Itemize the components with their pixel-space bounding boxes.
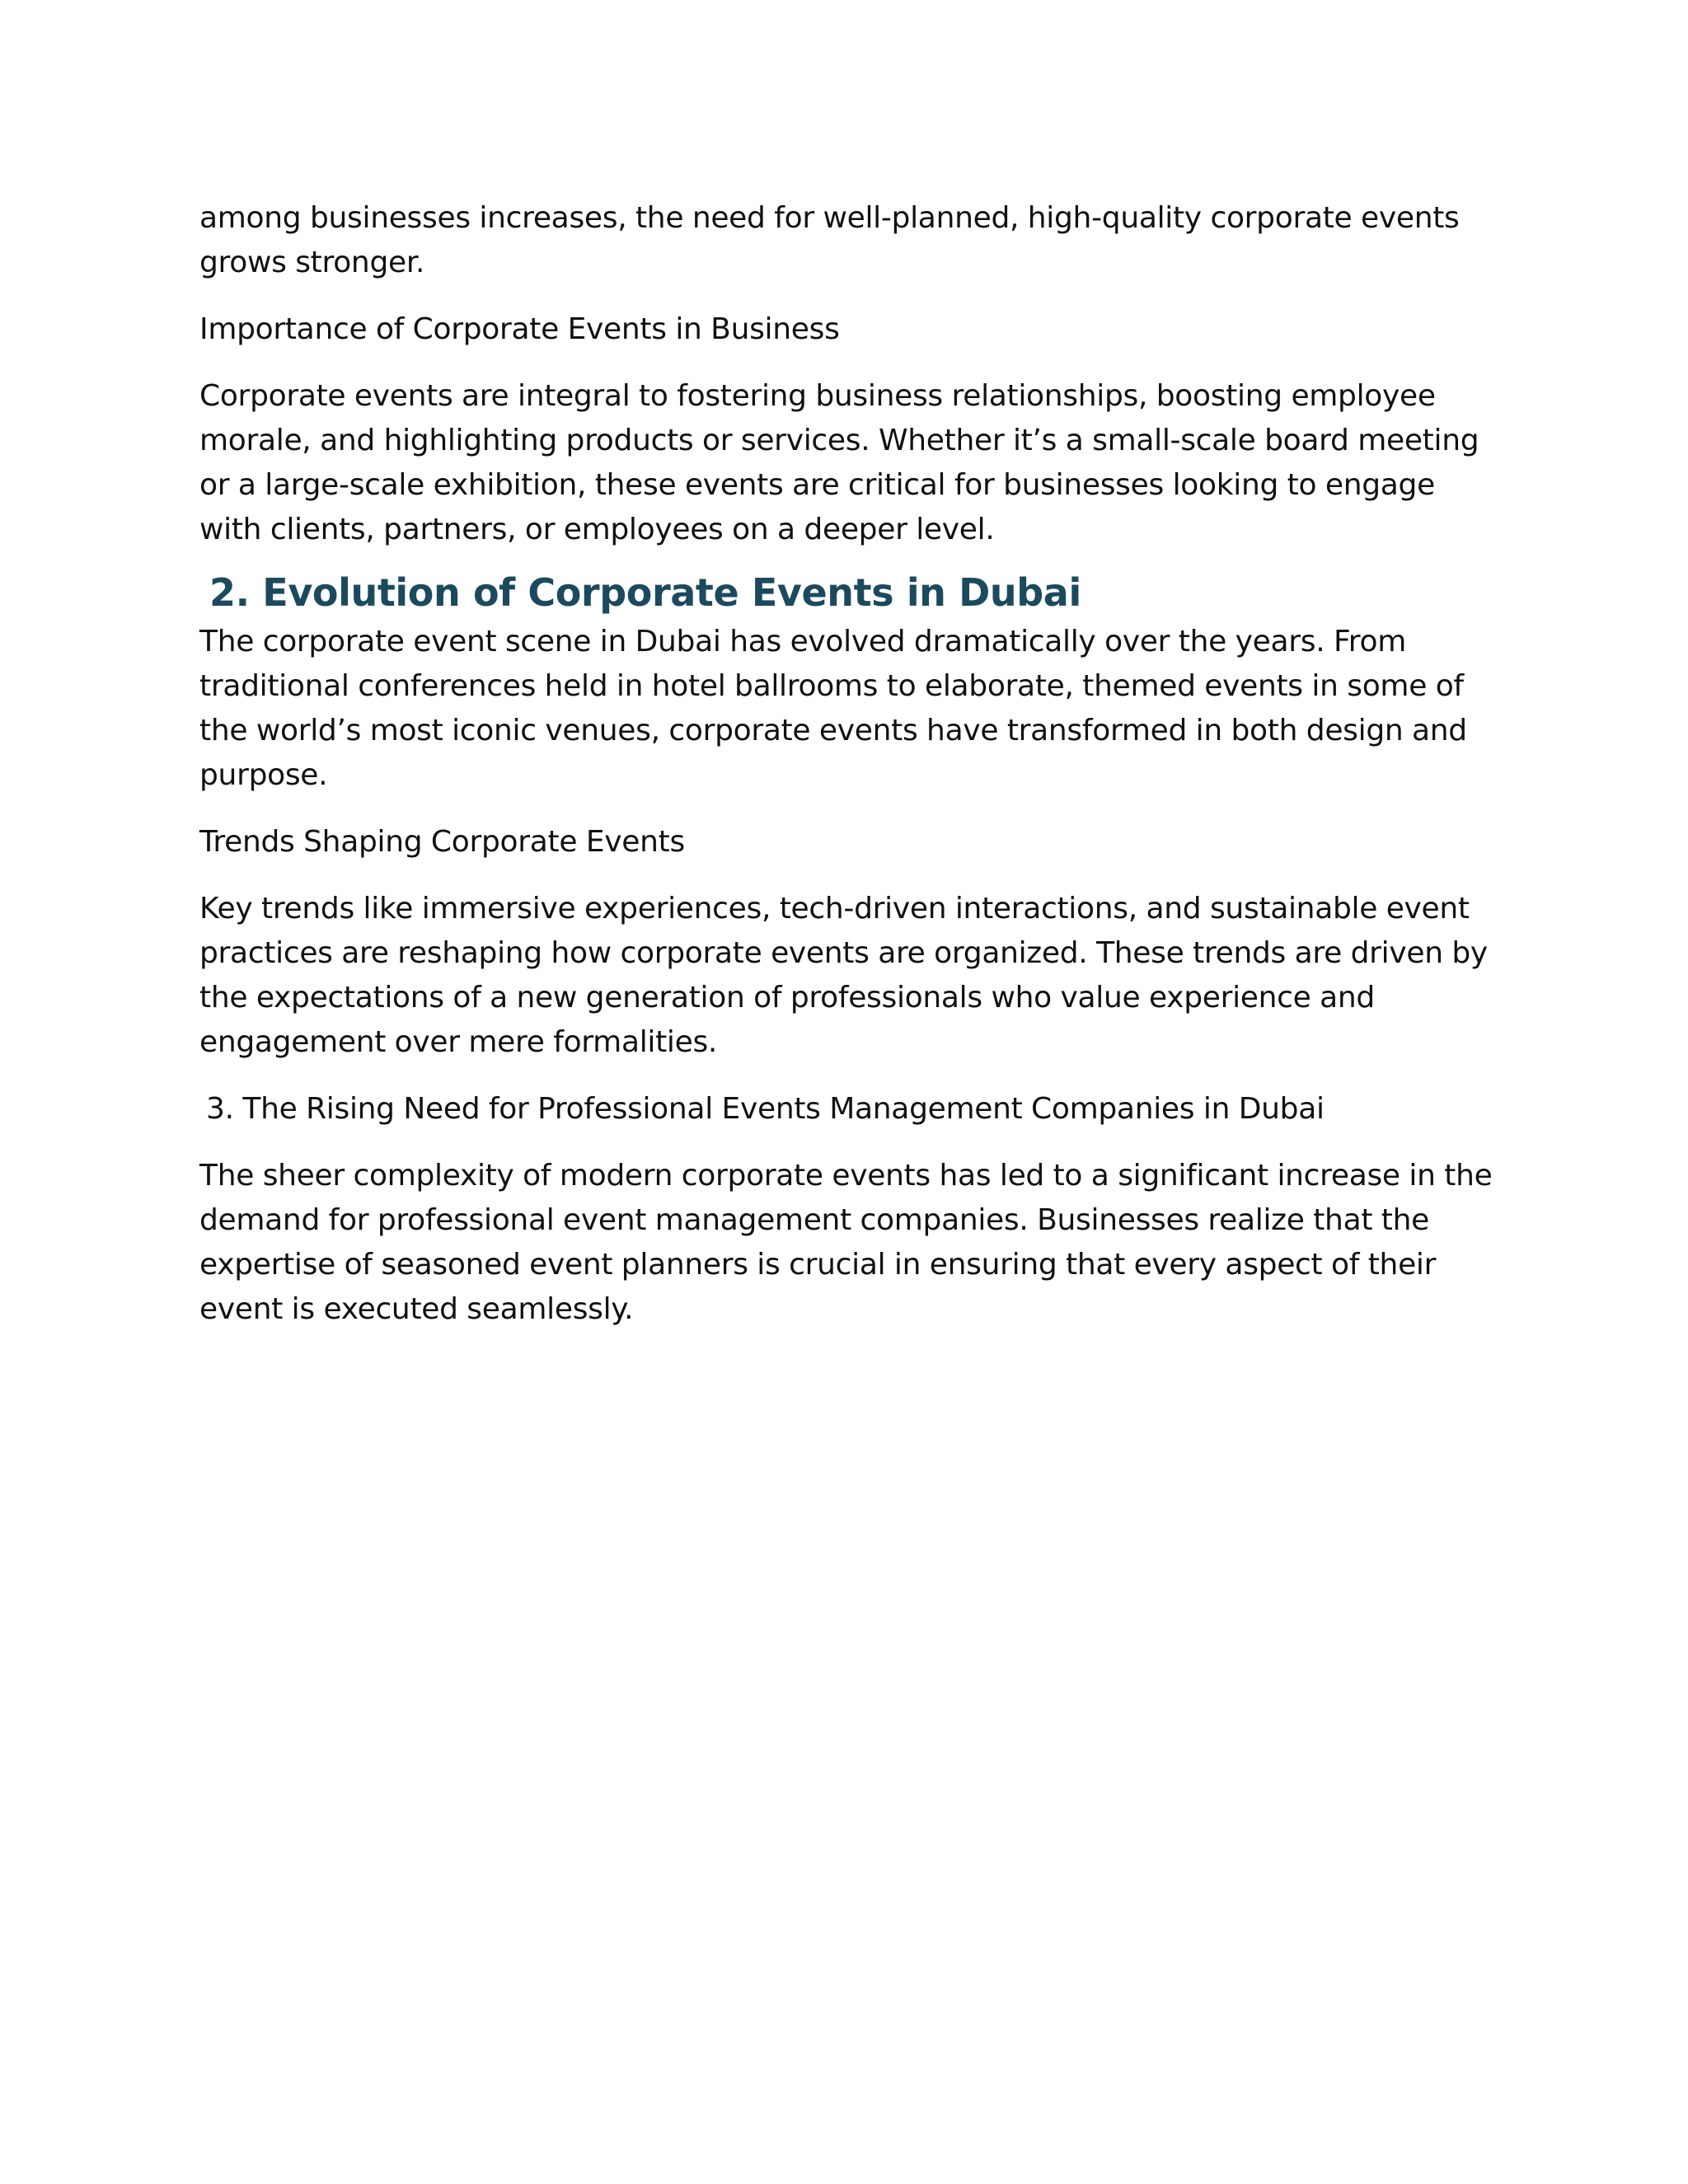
spacer xyxy=(199,1132,1493,1154)
spacer xyxy=(199,352,1493,374)
heading-evolution: 2. Evolution of Corporate Events in Dubai xyxy=(209,570,1081,615)
paragraph-evolution: The corporate event scene in Dubai has evolved dramatically over the years. From traditional conferences held in hotel ballrooms to elaborate, themed events in some of the world’s most iconic venues, corporate events have transformed in both design and purpose. xyxy=(199,625,1467,792)
spacer xyxy=(199,798,1493,820)
document-body xyxy=(199,196,1493,1332)
paragraph-intro: among businesses increases, the need for well-planned, high-quality corporate events grows stronger. xyxy=(199,201,1460,279)
paragraph-rising-need: The sheer complexity of modern corporate events has led to a significant increase in the demand for professional event management companies. Businesses realize that the expertise of seasoned event planners is crucial in ensuring that every aspect of their event is executed seamlessly. xyxy=(199,1159,1493,1326)
subheading-rising-need: 3. The Rising Need for Professional Events Management Companies in Dubai xyxy=(206,1092,1325,1126)
subheading-trends: Trends Shaping Corporate Events xyxy=(199,825,685,859)
spacer xyxy=(199,552,1493,567)
paragraph-importance: Corporate events are integral to fostering business relationships, boosting employee morale, and highlighting products or services. Whether it’s a small-scale board meeting or a large-scale exhibition, these events are critical for businesses looking to engage with clients, partners, or employees on a deeper level. xyxy=(199,379,1479,546)
spacer xyxy=(199,865,1493,887)
spacer xyxy=(199,285,1493,307)
subheading-importance: Importance of Corporate Events in Business xyxy=(199,312,840,346)
paragraph-trends: Key trends like immersive experiences, tech-driven interactions, and sustainable event practices are reshaping how corporate events are organized. These trends are driven by the expectations of a new generation of professionals who value experience and engagement over mere formalities. xyxy=(199,892,1488,1059)
spacer xyxy=(199,1065,1493,1087)
